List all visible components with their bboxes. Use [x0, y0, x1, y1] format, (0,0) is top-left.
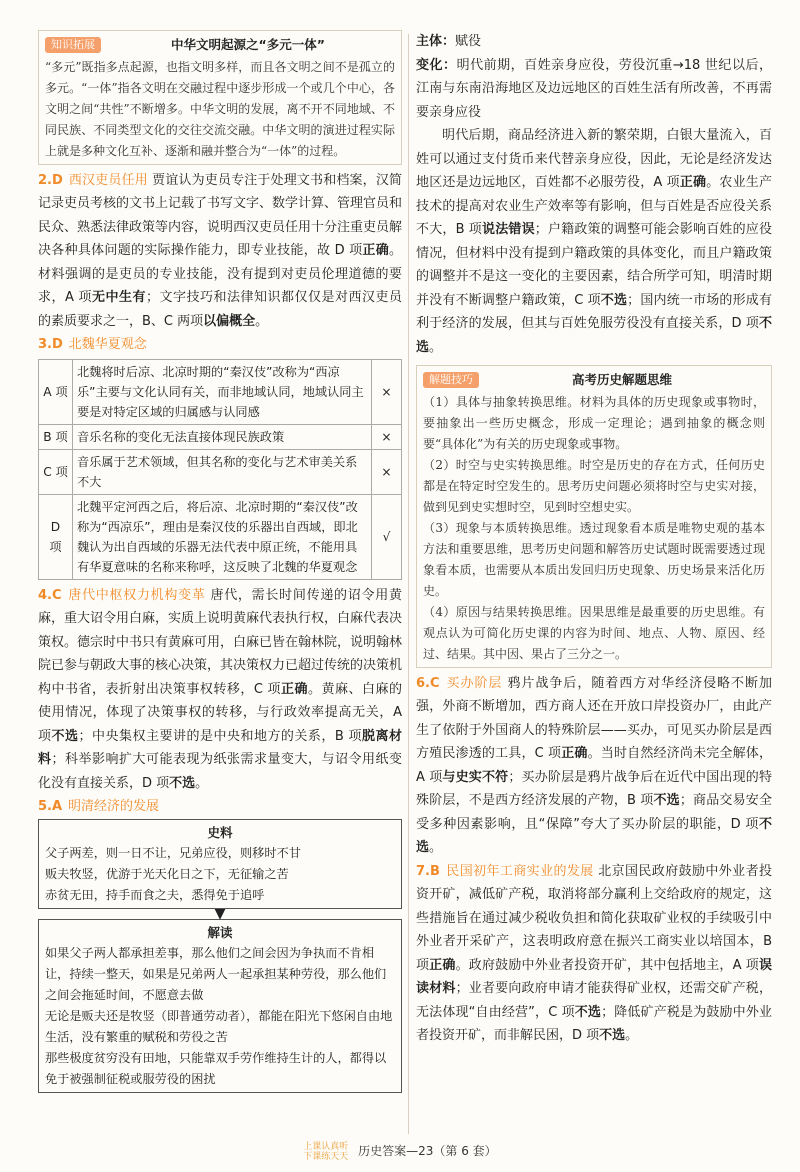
right-column	[416, 30, 772, 1048]
tips-title: 高考历史解题思维	[571, 372, 672, 387]
q7-topic: 民国初年工商实业的发展	[445, 863, 594, 879]
tip-item: （1）具体与抽象转换思维。材料为具体的历史现象或事物时，要抽象出一些历史概念，形成一定理论；遇到抽象的概念则要“具体化”为有关的历史现象或事物。	[423, 394, 765, 451]
q6-bold-4: 不选	[416, 816, 772, 855]
q4-text-3: ；中央集权主要讲的是中央和地方的关系，B 项	[78, 728, 362, 744]
q6-paragraph	[416, 672, 772, 860]
q3-options-table	[38, 359, 402, 580]
q2-answer: 2.D	[38, 172, 63, 188]
interpretation-line: 无论是贩夫还是牧竖（即普通劳动者），都能在阳光下悠闲自由地生活，没有繁重的赋税和劳役之苦	[45, 1008, 393, 1044]
table-row	[39, 449, 402, 494]
r1-paragraph	[416, 124, 772, 359]
tip-item: （3）现象与本质转换思维。透过现象看本质是唯物史观的基本方法和重要思维，思考历史问题和解答历史试题时既需要透过现象看本质，也需要从本质出发回归历史现象、历史场景来活化历史。	[423, 520, 765, 598]
q6-text-3: ；买办阶层是鸦片战争后在近代中国出现的特殊阶层，不是西方经济发展的产物，B 项	[416, 769, 772, 808]
row-mark: ×	[372, 449, 402, 494]
q5-header	[38, 795, 402, 819]
table-row	[39, 424, 402, 449]
ext-title: 中华文明起源之“多元一体”	[171, 37, 325, 52]
change-value: 明代前期，百姓亲身应役，劳役沉重→18 世纪以后，江南与东南沿海地区及边远地区的百姓生活有所改善，不再需要亲身应役	[416, 57, 772, 120]
q2-bold-3: 以偏概全	[203, 313, 256, 329]
row-label: A 项	[39, 359, 73, 424]
q4-bold-4: 不选	[169, 775, 196, 791]
q7-answer: 7.B	[416, 863, 440, 879]
q4-paragraph	[38, 584, 402, 796]
row-mark: ×	[372, 424, 402, 449]
ext-header	[45, 33, 395, 57]
logo-line-2: 下课练天天	[303, 1151, 349, 1162]
q6-bold-1: 正确	[561, 746, 588, 761]
logo-line-1: 上课认真听	[303, 1141, 349, 1152]
r1-text-4: ；国内统一市场的形成有利于经济的发展，但其与百姓免服劳役没有直接关系，D 项	[416, 292, 772, 331]
q6-topic: 买办阶层	[445, 675, 503, 691]
r1-main	[416, 30, 772, 54]
q6-text-4: ；商品交易安全受多种因素影响，且“保障”夸大了买办阶层的职能，D 项	[416, 793, 772, 832]
q2-text-1: 贾谊认为吏员专注于处理文书和档案，汉简记录吏员考核的文书上记载了书写文字、数学计算、管理官员和民众、熟悉法律政策等内容，说明西汉吏员任用十分注重吏员解决各种具体问题的实际操作能力，即专业技能，故 D 项	[38, 172, 403, 258]
change-label: 变化：	[416, 57, 457, 73]
interpretation-title: 解读	[207, 924, 233, 940]
row-text: 音乐名称的变化无法直接体现民族政策	[73, 424, 372, 449]
q3-topic: 北魏华夏观念	[68, 337, 147, 352]
ext-body: “多元”既指多点起源，也指文明多样，而且各文明之间不是孤立的多元。“一体”指各文明在交融过程中逐步形成一个或几个中心，各文明之间“共性”不断增多。中华文明的发展，离不开不同地域、不同民族、不同类型文化的交往交流交融。中华文明的演进过程实际上就是多种文化互补、逐渐和融并整合为“一体”的过程。	[45, 59, 395, 158]
r1-change	[416, 54, 772, 125]
q5-topic: 明清经济的发展	[68, 799, 160, 814]
knowledge-extension-box	[38, 30, 402, 165]
q2-text-3: ；文字技巧和法律知识都仅仅是对西汉吏员的素质要求之一，B、C 两项	[38, 290, 402, 329]
r1-text-3: ；户籍政策的调整可能会影响百姓的应役情况，但材料中没有提到户籍政策的具体变化，而且户籍政策的调整并不是这一变化的主要因素，结合所学可知，明清时期并没有不断调整户籍政策，C 项	[416, 222, 772, 308]
q5-source-frame	[38, 819, 402, 909]
q3-answer: 3.D	[38, 337, 63, 352]
q6-bold-3: 不选	[653, 793, 680, 808]
brand-logo	[303, 1142, 348, 1162]
page-number: 历史答案—23（第 6 套）	[358, 1144, 497, 1158]
table-row	[39, 359, 402, 424]
tip-item: （2）时空与史实转换思维。时空是历史的存在方式，任何历史都是在特定时空发生的。思考历史问题必须将时空与史实对接，做到见到史实想时空，见到时空想史实。	[423, 457, 765, 514]
q6-text-5: 。	[429, 840, 443, 855]
q2-text-2: 。材料强调的是吏员的专业技能，没有提到对吏员伦理道德的要求，A 项	[38, 243, 402, 305]
table-row	[39, 494, 402, 579]
left-column	[38, 30, 402, 1093]
r1-bold-4: 不选	[416, 316, 772, 355]
q4-topic: 唐代中枢权力机构变革	[67, 587, 206, 603]
r1-text-1: 明代后期，商品经济进入新的繁荣期，白银大量流入，百姓可以通过支付货币来代替亲身应役，因此，无论是经济发达地区还是边远地区，百姓都不必服劳役，A 项	[416, 128, 772, 190]
ext-tag: 知识拓展	[45, 37, 101, 53]
r1-text-5: 。	[429, 339, 443, 355]
source-line: 赤贫无田，持手而食之夫，悉得免于追呼	[45, 887, 265, 902]
q7-text-2: 。政府鼓励中外业者投资开矿，其中包括地主，A 项	[455, 957, 759, 973]
q3-header	[38, 333, 402, 357]
q4-text-1: 唐代，需长时间传递的诏令用黄麻，重大诏令用白麻，实质上说明黄麻代表执行权，白麻代表决策权。德宗时中书只有黄麻可用，白麻已皆在翰林院，说明翰林院已参与朝政大事的核心决策，其决策权力已超过传统的决策机构中书省，表折射出决策事权转移，C 项	[38, 587, 403, 697]
q6-bold-2: 与史实不符	[442, 769, 509, 785]
q4-answer: 4.C	[38, 587, 62, 603]
source-line: 父子两差，则一日不让，兄弟应役，则移时不甘	[45, 845, 301, 860]
q2-paragraph	[38, 169, 402, 334]
q7-text-1: 北京国民政府鼓励中外业者投资开矿，减低矿产税，取消将部分赢利上交给政府的规定，这些措施旨在通过减少税收负担和简化获取矿业权的手续吸引中外业者开采矿产，这表明政府意在振兴工商实业以培国本，B 项	[416, 863, 772, 973]
row-mark: √	[372, 494, 402, 579]
q4-bold-3: 脱离材料	[38, 728, 402, 767]
row-text: 北魏将时后凉、北凉时期的“秦汉伎”改称为“西凉乐”主要与文化认同有关，而非地域认同，地域认同主要是对特定区域的归属感与认同感	[73, 359, 372, 424]
r1-bold-3: 不选	[600, 292, 628, 308]
q6-answer: 6.C	[416, 675, 440, 691]
main-value: 赋役	[455, 34, 482, 49]
q7-paragraph	[416, 860, 772, 1048]
q2-bold-1: 正确	[362, 243, 389, 258]
down-arrow-icon: ▼	[214, 905, 226, 922]
q2-topic: 西汉吏员任用	[68, 172, 148, 188]
source-line: 贩夫牧竖，优游于光天化日之下，无征输之苦	[45, 866, 289, 881]
row-label: D 项	[39, 494, 73, 579]
row-label: C 项	[39, 449, 73, 494]
tip-item: （4）原因与结果转换思维。因果思维是最重要的历史思维。有观点认为可简化历史课的内容为时间、地点、人物、原因、经过、结果。其中因、果占了三分之一。	[423, 604, 765, 661]
r1-bold-2: 说法错误	[482, 222, 535, 237]
q7-text-5: 。	[625, 1028, 639, 1043]
row-text: 音乐属于艺术领域，但其名称的变化与艺术审美关系不大	[73, 449, 372, 494]
q4-bold-1: 正确	[281, 681, 309, 697]
q6-text-1: 鸦片战争后，随着西方对华经济侵略不断加强，外商不断增加，西方商人还在开放口岸投资办厂，由此产生了依附于外国商人的特殊阶层——买办，可见买办阶层是西方殖民渗透的工具，C 项	[416, 675, 772, 761]
q6-text-2: 。当时自然经济尚未完全解体，A 项	[416, 746, 772, 785]
main-label: 主体：	[416, 34, 456, 49]
q7-bold-2: 误读材料	[416, 957, 772, 996]
row-text: 北魏平定河西之后，将后凉、北凉时期的“秦汉伎”改称为“西凉乐”，理由是秦汉伎的乐器出自西域，即北魏认为出自西域的乐器无法代表中原正统，不能用具有华夏意味的名称来称呼，这反映了北魏的华夏观念	[73, 494, 372, 579]
q7-text-4: ；降低矿产税是为鼓励中外业者投资开矿，而非解民困，D 项	[416, 1004, 772, 1043]
q4-text-4: ；科举影响扩大可能表现为纸张需求量变大，与诏令用纸变化没有直接关系，D 项	[38, 752, 402, 791]
q7-bold-1: 正确	[429, 957, 456, 973]
tips-tag: 解题技巧	[423, 372, 479, 388]
page-footer	[0, 1140, 800, 1164]
q7-bold-4: 不选	[599, 1028, 626, 1043]
q4-bold-2: 不选	[51, 728, 79, 744]
interpretation-line: 那些极度贫穷没有田地，只能靠双手劳作维持生计的人，都得以免于被强制征税或服劳役的困扰	[45, 1050, 387, 1086]
q5-answer: 5.A	[38, 799, 63, 814]
column-divider	[408, 34, 409, 1134]
q5-interpretation-frame	[38, 919, 402, 1093]
source-title: 史料	[207, 824, 233, 840]
q2-text-4: 。	[255, 313, 269, 329]
r1-text-2: 。农业生产技术的提高对农业生产效率等有影响，但与百姓是否应役关系不大，B 项	[416, 175, 772, 237]
r1-bold-1: 正确	[679, 175, 707, 190]
row-label: B 项	[39, 424, 73, 449]
interpretation-line: 如果父子两人都承担差事，那么他们之间会因为争执而不肯相让，持续一整天，如果是兄弟两人一起承担某种劳役，那么他们之间会拖延时间，不愿意去做	[45, 945, 387, 1002]
tips-box	[416, 365, 772, 668]
q7-bold-3: 不选	[574, 1004, 602, 1020]
row-mark: ×	[372, 359, 402, 424]
q7-text-3: ；业者要向政府申请才能获得矿业权，还需交矿产税，无法体现“自由经营”，C 项	[416, 981, 772, 1020]
q4-text-2: 。黄麻、白麻的使用情况，体现了决策事权的转移，与行政效率提高无关，A 项	[38, 681, 402, 744]
q4-text-5: 。	[195, 775, 209, 791]
tips-header	[423, 368, 765, 392]
q2-bold-2: 无中生有	[92, 290, 147, 305]
